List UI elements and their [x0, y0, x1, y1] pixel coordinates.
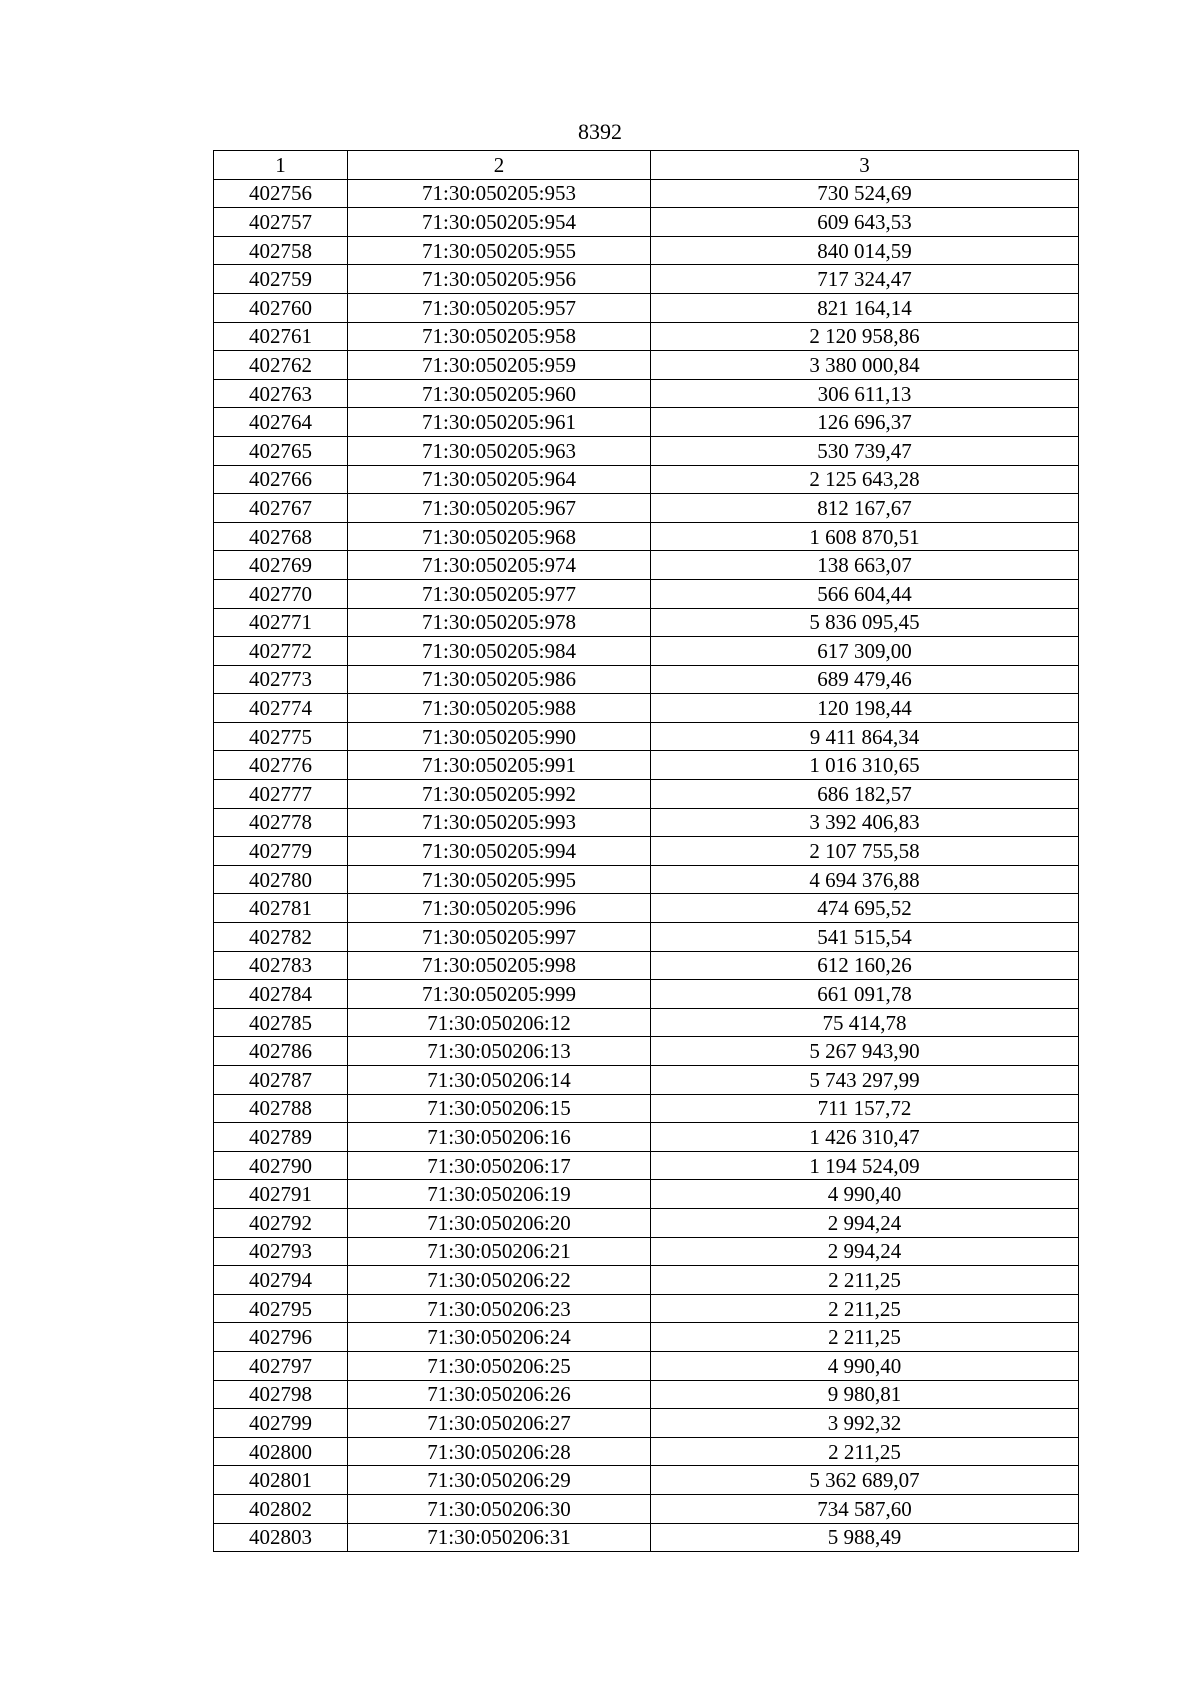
- cadastral-number-cell: 71:30:050206:27: [348, 1409, 651, 1438]
- value-cell: 686 182,57: [651, 780, 1079, 809]
- row-number-cell: 402763: [214, 379, 348, 408]
- cadastral-number-cell: 71:30:050205:953: [348, 179, 651, 208]
- table-row: [214, 1523, 1079, 1552]
- cadastral-number-cell: 71:30:050205:996: [348, 894, 651, 923]
- row-number-cell: 402800: [214, 1437, 348, 1466]
- cadastral-number-cell: 71:30:050205:986: [348, 665, 651, 694]
- row-number-cell: 402758: [214, 236, 348, 265]
- cadastral-number-cell: 71:30:050206:30: [348, 1494, 651, 1523]
- table-row: [214, 1123, 1079, 1152]
- value-cell: 306 611,13: [651, 379, 1079, 408]
- table-row: [214, 436, 1079, 465]
- value-cell: 566 604,44: [651, 579, 1079, 608]
- value-cell: 75 414,78: [651, 1008, 1079, 1037]
- cadastral-number-cell: 71:30:050205:954: [348, 208, 651, 237]
- table-row: [214, 951, 1079, 980]
- value-cell: 138 663,07: [651, 551, 1079, 580]
- cadastral-number-cell: 71:30:050205:978: [348, 608, 651, 637]
- row-number-cell: 402779: [214, 837, 348, 866]
- value-cell: 5 988,49: [651, 1523, 1079, 1552]
- row-number-cell: 402757: [214, 208, 348, 237]
- table-row: [214, 1466, 1079, 1495]
- row-number-cell: 402802: [214, 1494, 348, 1523]
- cadastral-number-cell: 71:30:050206:24: [348, 1323, 651, 1352]
- value-cell: 2 994,24: [651, 1237, 1079, 1266]
- cadastral-number-cell: 71:30:050205:984: [348, 637, 651, 666]
- row-number-cell: 402761: [214, 322, 348, 351]
- value-cell: 9 411 864,34: [651, 722, 1079, 751]
- row-number-cell: 402787: [214, 1066, 348, 1095]
- table-row: [214, 551, 1079, 580]
- table-row: [214, 751, 1079, 780]
- table-row: [214, 379, 1079, 408]
- value-cell: 474 695,52: [651, 894, 1079, 923]
- table-row: [214, 1494, 1079, 1523]
- row-number-cell: 402783: [214, 951, 348, 980]
- table-row: [214, 608, 1079, 637]
- row-number-cell: 402759: [214, 265, 348, 294]
- value-cell: 126 696,37: [651, 408, 1079, 437]
- row-number-cell: 402785: [214, 1008, 348, 1037]
- value-cell: 1 608 870,51: [651, 522, 1079, 551]
- table-row: [214, 780, 1079, 809]
- value-cell: 2 125 643,28: [651, 465, 1079, 494]
- cadastral-number-cell: 71:30:050205:988: [348, 694, 651, 723]
- row-number-cell: 402795: [214, 1294, 348, 1323]
- cadastral-number-cell: 71:30:050205:959: [348, 351, 651, 380]
- table-row: [214, 236, 1079, 265]
- table-row: [214, 808, 1079, 837]
- table-row: [214, 865, 1079, 894]
- value-cell: 689 479,46: [651, 665, 1079, 694]
- row-number-cell: 402777: [214, 780, 348, 809]
- cadastral-number-cell: 71:30:050205:999: [348, 980, 651, 1009]
- value-cell: 2 211,25: [651, 1266, 1079, 1295]
- value-cell: 530 739,47: [651, 436, 1079, 465]
- cadastral-number-cell: 71:30:050206:23: [348, 1294, 651, 1323]
- value-cell: 3 992,32: [651, 1409, 1079, 1438]
- cadastral-number-cell: 71:30:050206:22: [348, 1266, 651, 1295]
- value-cell: 2 211,25: [651, 1323, 1079, 1352]
- value-cell: 9 980,81: [651, 1380, 1079, 1409]
- cadastral-number-cell: 71:30:050205:974: [348, 551, 651, 580]
- row-number-cell: 402784: [214, 980, 348, 1009]
- value-cell: 840 014,59: [651, 236, 1079, 265]
- cadastral-number-cell: 71:30:050205:967: [348, 494, 651, 523]
- cadastral-number-cell: 71:30:050206:17: [348, 1151, 651, 1180]
- row-number-cell: 402756: [214, 179, 348, 208]
- cadastral-number-cell: 71:30:050205:990: [348, 722, 651, 751]
- table-row: [214, 1151, 1079, 1180]
- row-number-cell: 402803: [214, 1523, 348, 1552]
- table-row: [214, 1380, 1079, 1409]
- table-row: [214, 1294, 1079, 1323]
- row-number-cell: 402790: [214, 1151, 348, 1180]
- table-row: [214, 1180, 1079, 1209]
- table-row: [214, 494, 1079, 523]
- table-body: [214, 179, 1079, 1552]
- row-number-cell: 402796: [214, 1323, 348, 1352]
- cadastral-number-cell: 71:30:050205:993: [348, 808, 651, 837]
- cadastral-number-cell: 71:30:050205:961: [348, 408, 651, 437]
- cadastral-number-cell: 71:30:050206:31: [348, 1523, 651, 1552]
- row-number-cell: 402782: [214, 923, 348, 952]
- page-number: 8392: [578, 119, 622, 144]
- cadastral-number-cell: 71:30:050206:15: [348, 1094, 651, 1123]
- row-number-cell: 402772: [214, 637, 348, 666]
- value-cell: 4 990,40: [651, 1180, 1079, 1209]
- row-number-cell: 402780: [214, 865, 348, 894]
- value-cell: 5 267 943,90: [651, 1037, 1079, 1066]
- value-cell: 821 164,14: [651, 293, 1079, 322]
- table-row: [214, 1266, 1079, 1295]
- row-number-cell: 402801: [214, 1466, 348, 1495]
- value-cell: 1 194 524,09: [651, 1151, 1079, 1180]
- value-cell: 541 515,54: [651, 923, 1079, 952]
- table-row: [214, 351, 1079, 380]
- table-row: [214, 694, 1079, 723]
- cadastral-number-cell: 71:30:050206:26: [348, 1380, 651, 1409]
- row-number-cell: 402775: [214, 722, 348, 751]
- row-number-cell: 402786: [214, 1037, 348, 1066]
- row-number-cell: 402764: [214, 408, 348, 437]
- cadastral-number-cell: 71:30:050205:964: [348, 465, 651, 494]
- row-number-cell: 402765: [214, 436, 348, 465]
- row-number-cell: 402769: [214, 551, 348, 580]
- table-row: [214, 179, 1079, 208]
- cadastral-number-cell: 71:30:050206:13: [348, 1037, 651, 1066]
- value-cell: 2 107 755,58: [651, 837, 1079, 866]
- table-row: [214, 579, 1079, 608]
- column-header: 2: [348, 151, 651, 180]
- cadastral-number-cell: 71:30:050206:20: [348, 1208, 651, 1237]
- value-cell: 1 426 310,47: [651, 1123, 1079, 1152]
- table-row: [214, 837, 1079, 866]
- cadastral-number-cell: 71:30:050205:963: [348, 436, 651, 465]
- value-cell: 5 836 095,45: [651, 608, 1079, 637]
- table-row: [214, 408, 1079, 437]
- table-row: [214, 208, 1079, 237]
- cadastral-number-cell: 71:30:050206:16: [348, 1123, 651, 1152]
- value-cell: 5 743 297,99: [651, 1066, 1079, 1095]
- value-cell: 4 990,40: [651, 1351, 1079, 1380]
- cadastral-number-cell: 71:30:050205:977: [348, 579, 651, 608]
- cadastral-number-cell: 71:30:050205:997: [348, 923, 651, 952]
- table-row: [214, 522, 1079, 551]
- value-cell: 609 643,53: [651, 208, 1079, 237]
- value-cell: 617 309,00: [651, 637, 1079, 666]
- table-row: [214, 293, 1079, 322]
- row-number-cell: 402767: [214, 494, 348, 523]
- value-cell: 612 160,26: [651, 951, 1079, 980]
- table-row: [214, 1208, 1079, 1237]
- row-number-cell: 402792: [214, 1208, 348, 1237]
- row-number-cell: 402797: [214, 1351, 348, 1380]
- row-number-cell: 402773: [214, 665, 348, 694]
- row-number-cell: 402788: [214, 1094, 348, 1123]
- cadastral-number-cell: 71:30:050205:998: [348, 951, 651, 980]
- value-cell: 5 362 689,07: [651, 1466, 1079, 1495]
- table-row: [214, 1037, 1079, 1066]
- value-cell: 3 392 406,83: [651, 808, 1079, 837]
- table-header-row: [214, 151, 1079, 180]
- cadastral-number-cell: 71:30:050206:19: [348, 1180, 651, 1209]
- cadastral-number-cell: 71:30:050206:28: [348, 1437, 651, 1466]
- table-row: [214, 1409, 1079, 1438]
- row-number-cell: 402793: [214, 1237, 348, 1266]
- row-number-cell: 402778: [214, 808, 348, 837]
- row-number-cell: 402789: [214, 1123, 348, 1152]
- cadastral-number-cell: 71:30:050205:957: [348, 293, 651, 322]
- table-row: [214, 1323, 1079, 1352]
- cadastral-number-cell: 71:30:050205:991: [348, 751, 651, 780]
- value-cell: 661 091,78: [651, 980, 1079, 1009]
- table-row: [214, 637, 1079, 666]
- table-row: [214, 1066, 1079, 1095]
- row-number-cell: 402799: [214, 1409, 348, 1438]
- row-number-cell: 402791: [214, 1180, 348, 1209]
- value-cell: 734 587,60: [651, 1494, 1079, 1523]
- column-header: 3: [651, 151, 1079, 180]
- cadastral-number-cell: 71:30:050206:29: [348, 1466, 651, 1495]
- table-row: [214, 1351, 1079, 1380]
- value-cell: 717 324,47: [651, 265, 1079, 294]
- cadastral-number-cell: 71:30:050205:995: [348, 865, 651, 894]
- table-row: [214, 322, 1079, 351]
- cadastral-number-cell: 71:30:050205:955: [348, 236, 651, 265]
- value-cell: 812 167,67: [651, 494, 1079, 523]
- row-number-cell: 402768: [214, 522, 348, 551]
- table-row: [214, 1237, 1079, 1266]
- table-row: [214, 1437, 1079, 1466]
- table-row: [214, 465, 1079, 494]
- cadastral-number-cell: 71:30:050205:968: [348, 522, 651, 551]
- cadastral-number-cell: 71:30:050206:14: [348, 1066, 651, 1095]
- row-number-cell: 402774: [214, 694, 348, 723]
- cadastral-number-cell: 71:30:050205:956: [348, 265, 651, 294]
- table-row: [214, 665, 1079, 694]
- table-row: [214, 722, 1079, 751]
- row-number-cell: 402771: [214, 608, 348, 637]
- value-cell: 1 016 310,65: [651, 751, 1079, 780]
- row-number-cell: 402781: [214, 894, 348, 923]
- table-row: [214, 894, 1079, 923]
- table-row: [214, 1094, 1079, 1123]
- value-cell: 4 694 376,88: [651, 865, 1079, 894]
- row-number-cell: 402794: [214, 1266, 348, 1295]
- row-number-cell: 402762: [214, 351, 348, 380]
- table-row: [214, 265, 1079, 294]
- value-cell: 2 120 958,86: [651, 322, 1079, 351]
- table-row: [214, 1008, 1079, 1037]
- row-number-cell: 402760: [214, 293, 348, 322]
- value-cell: 120 198,44: [651, 694, 1079, 723]
- row-number-cell: 402776: [214, 751, 348, 780]
- value-cell: 730 524,69: [651, 179, 1079, 208]
- cadastral-number-cell: 71:30:050206:21: [348, 1237, 651, 1266]
- cadastral-number-cell: 71:30:050205:960: [348, 379, 651, 408]
- value-cell: 3 380 000,84: [651, 351, 1079, 380]
- table-row: [214, 923, 1079, 952]
- row-number-cell: 402770: [214, 579, 348, 608]
- value-cell: 2 994,24: [651, 1208, 1079, 1237]
- row-number-cell: 402766: [214, 465, 348, 494]
- value-cell: 711 157,72: [651, 1094, 1079, 1123]
- value-cell: 2 211,25: [651, 1294, 1079, 1323]
- cadastral-number-cell: 71:30:050205:994: [348, 837, 651, 866]
- cadastral-number-cell: 71:30:050206:25: [348, 1351, 651, 1380]
- cadastral-number-cell: 71:30:050205:992: [348, 780, 651, 809]
- data-table: [213, 150, 1079, 1552]
- cadastral-number-cell: 71:30:050206:12: [348, 1008, 651, 1037]
- row-number-cell: 402798: [214, 1380, 348, 1409]
- column-header: 1: [214, 151, 348, 180]
- table-row: [214, 980, 1079, 1009]
- cadastral-number-cell: 71:30:050205:958: [348, 322, 651, 351]
- value-cell: 2 211,25: [651, 1437, 1079, 1466]
